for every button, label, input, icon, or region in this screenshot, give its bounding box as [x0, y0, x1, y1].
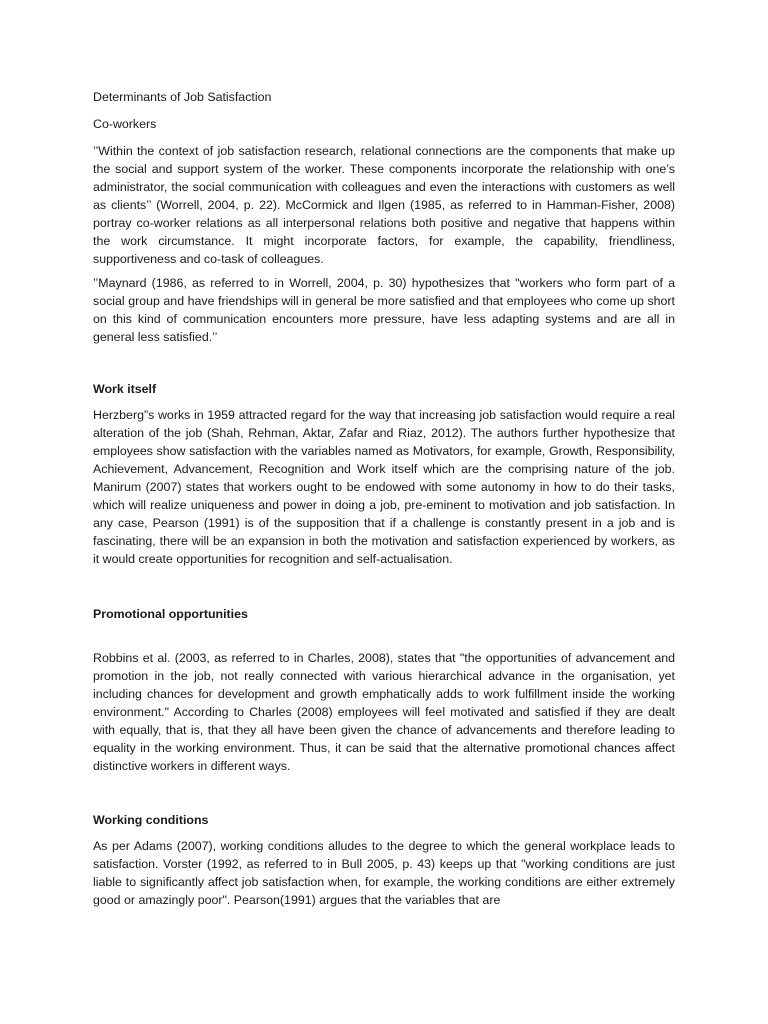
paragraph-working-conditions: As per Adams (2007), working conditions alludes to the degree to which the general workplace leads to satisfaction. Vorster (1992, as referred to in Bull 2005, p. 43) keeps up that "working conditions are just liable to significantly affect job satisfaction when, for example, the working conditions are either extremely good or amazingly poor". Pearson(1991) argues that the variables that are [93, 839, 675, 907]
paragraph-work-itself: Herzberg”s works in 1959 attracted regard for the way that increasing job satisfaction would require a real alteration of the job (Shah, Rehman, Aktar, Zafar and Riaz, 2012). The authors further hypothesize that employees show satisfaction with the variables named as Motivators, for example, Growth, Responsibility, Achievement, Advancement, Recognition and Work itself which are the comprising nature of the job. Manirum (2007) states that workers ought to be endowed with some autonomy in how to do their tasks, which will realize uniqueness and power in doing a job, pre-eminent to motivation and job satisfaction. In any case, Pearson (1991) is of the supposition that if a challenge is constantly present in a job and is fascinating, there will be an expansion in both the motivation and satisfaction experienced by workers, as it would create opportunities for recognition and self-actualisation. [93, 408, 675, 566]
section-heading-working-conditions: Working conditions [93, 813, 209, 827]
section-heading-co-workers: Co-workers [93, 117, 157, 131]
paragraph-promotional-opportunities: Robbins et al. (2003, as referred to in Charles, 2008), states that "the opportunities of advancement and promotion in the job, not really connected with various hierarchical advance in the organisation, yet including chances for development and growth emphatically adds to work fulfillment inside the working environment." According to Charles (2008) employees will feel motivated and satisfied if they are dealt with equally, that is, that they all have been given the chance of advancements and therefore leading to equality in the working environment. Thus, it can be said that the alternative promotional chances affect distinctive workers in different ways. [93, 651, 675, 773]
paragraph-co-workers-1: ’’Within the context of job satisfaction research, relational connections are the components that make up the social and support system of the worker. These components incorporate the relationship with one’s administrator, the social communication with colleagues and even the interactions with customers as well as clients’’ (Worrell, 2004, p. 22). McCormick and Ilgen (1985, as referred to in Hamman-Fisher, 2008) portray co-worker relations as all interpersonal relations both positive and negative that happens within the work circumstance. It might incorporate factors, for example, the capability, friendliness, supportiveness and co-task of colleagues. [93, 144, 675, 266]
section-heading-promotional-opportunities: Promotional opportunities [93, 607, 248, 621]
paragraph-co-workers-2: ’’Maynard (1986, as referred to in Worrell, 2004, p. 30) hypothesizes that "workers who form part of a social group and have friendships will in general be more satisfied and that employees who come up short on this kind of communication encounters more pressure, have less adapting systems and are all in general less satisfied.’’ [93, 276, 675, 344]
section-heading-work-itself: Work itself [93, 382, 157, 396]
document-title: Determinants of Job Satisfaction [93, 90, 272, 104]
document-page [93, 86, 675, 909]
